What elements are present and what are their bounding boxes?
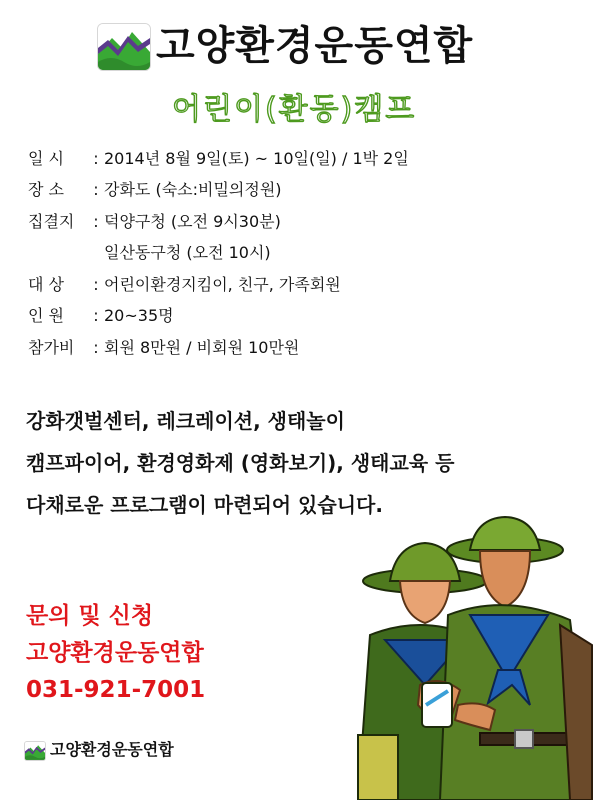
detail-value: 2014년 8월 9일(토) ~ 10일(일) / 1박 2일: [104, 149, 409, 168]
detail-row-meeting: 집결지 : 덕양구청 (오전 9시30분): [28, 209, 281, 235]
contact-block: [26, 598, 205, 709]
contact-org: 고양환경운동연합: [26, 640, 204, 666]
description-line: 강화갯벌센터, 레크레이션, 생태놀이: [26, 409, 345, 433]
detail-label: 참가비: [28, 338, 75, 357]
organization-name: 고양환경운동연합: [156, 23, 474, 69]
footer-organization-name: 고양환경운동연합: [50, 740, 174, 759]
scouts-illustration: [330, 515, 600, 800]
detail-value: 일산동구청 (오전 10시): [104, 243, 271, 262]
kfem-logo-icon: [97, 23, 151, 71]
detail-row-date: 일 시 : 2014년 8월 9일(토) ~ 10일(일) / 1박 2일: [28, 146, 409, 172]
contact-phone: 031-921-7001: [26, 677, 206, 703]
description-line: 캠프파이어, 환경영화제 (영화보기), 생태교육 등: [26, 451, 455, 475]
detail-value: 20~35명: [104, 306, 174, 325]
contact-heading: 문의 및 신청: [26, 603, 154, 629]
description-line: 다채로운 프로그램이 마련되어 있습니다.: [26, 493, 383, 517]
detail-label: 일 시: [28, 149, 64, 168]
detail-row-target: 대 상 : 어린이환경지킴이, 친구, 가족회원: [28, 272, 341, 298]
detail-value: 어린이환경지킴이, 친구, 가족회원: [104, 275, 341, 294]
detail-row-fee: 참가비 : 회원 8만원 / 비회원 10만원: [28, 335, 299, 361]
detail-label: 장 소: [28, 180, 64, 199]
kfem-logo-icon: [24, 741, 46, 761]
camp-title: 어린이(환동)캠프: [172, 92, 417, 127]
detail-row-capacity: 인 원 : 20~35명: [28, 303, 174, 329]
program-description: [26, 400, 586, 526]
detail-value: 강화도 (숙소:비밀의정원): [104, 180, 282, 199]
detail-row-place: 장 소 : 강화도 (숙소:비밀의정원): [28, 177, 282, 203]
detail-row-meeting-2: [28, 240, 271, 266]
detail-label: 대 상: [28, 275, 64, 294]
detail-value: 덕양구청 (오전 9시30분): [104, 212, 281, 231]
detail-label: 인 원: [28, 306, 64, 325]
detail-label: 집결지: [28, 212, 75, 231]
detail-value: 회원 8만원 / 비회원 10만원: [104, 338, 300, 357]
